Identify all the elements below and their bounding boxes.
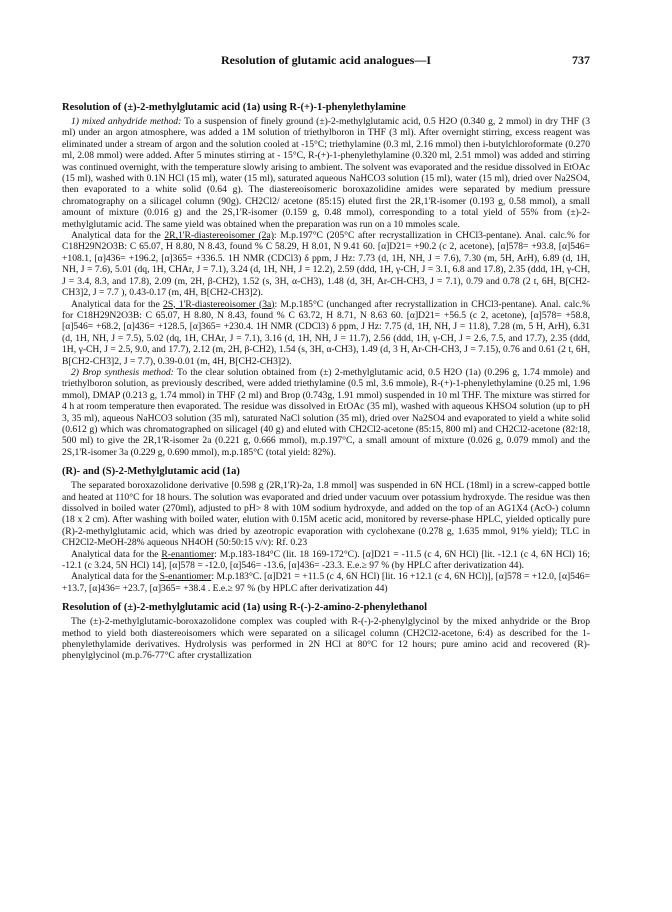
paragraph-text: Analytical data for the (71, 571, 160, 583)
paragraph-text: To the clear solution obtained from (±) 2-methylglutamic acid, 0.5 H2O (1a) (0.296 g, 1.74 mmole) and triethylboron solution, as previously described, were added triethylamine (0.5 ml, 3.6 mmole), R-(+)-1-phenylethylamine (0.25 ml, 1.96 mmol), DMAP (0.213 g, 1.74 mmol) in THF (2 ml) and Brop (0.743g, 1.91 mmol) suspended in 10 ml THF. The mixture was stirred for 4 h at room temperature then evaporated. The residue was dissolved in EtOAc (35 ml), washed with aqueous KHSO4 solution (up to pH 3, 35 ml), aqueous NaHCO3 solution (35 ml), saturated NaCl solution (35 ml), dried over Na2SO4 and evaporated to yield a white solid (0.612 g) which was chromatographed on silicagel (40 g) and eluted with CH2Cl2-acetone (85:15, 800 ml) and CH2Cl2-acetone (82:18, 500 ml) to give the 2R,1'R-isomer 2a (0.221 g, 0.666 mmol), m.p.197°C, a small amount of mixture (0.026 g, 0.079 mmol) and the 2S,1'R-isomer 3a (0.229 g, 0.690 mmol), m.p.185°C (total yield: 82%). (62, 366, 590, 458)
paragraph-text: Analytical data for the (71, 298, 164, 310)
compound-label: S-enantiomer (159, 571, 212, 583)
compound-label: R-enantiomer (161, 548, 215, 560)
paragraph-analytical-3a (62, 299, 590, 367)
paragraph-text: Analytical data for the (71, 230, 165, 242)
article-body (62, 102, 590, 662)
running-title: Resolution of glutamic acid analogues—I (220, 53, 431, 67)
method-label: 1) mixed anhydride method: (71, 116, 182, 127)
method-label: 2) Brop synthesis method: (71, 366, 174, 378)
page-header (62, 52, 590, 68)
paragraph-text: : M.p.183-184°C (lit. 18 169-172°C). [α]D21 = -11.5 (c 4, 6N HCl) [lit. -12.1 (c 4, 6N HCl) 16; -12.1 (c 3.24, 5N HCl) 14], [α]578 = -12.0, [α]546= -13.6, [α]436= -23.3. E.e.≥ 97 % (by HPLC after derivatization 44). (62, 548, 590, 572)
section-methylglutamic-enantiomers (62, 466, 590, 594)
paragraph-text: To a suspension of finely ground (±)-2-methylglutamic acid, 0.5 H2O (0.340 g, 2 mmol) in dry THF (3 ml) under an argon atmosphere, was added a 1M solution of triethylboron in THF (3 ml). After overnight stirring, excess reagent was eliminated under a stream of argon and the solution cooled at -15°C; triethylamine (0.3 ml, 2.16 mmol) then i-butylchloroformate (0.270 ml, 2.08 mmol) were added. After 5 minutes stirring at - 15°C, R-(+)-1-phenylethylamine (0.320 ml, 2.51 mmol) was added and stirring was continued overnight, with the temperature slowly arising to ambient. The solvent was evaporated and the residue dissolved in EtOAc (15 ml), washed with 0.1N HCl (15 ml), water (15 ml), saturated aqueous NaHCO3 solution (15 ml), water (15 ml), dried over Na2SO4, then evaporated to a white solid (0.64 g). The diastereoisomeric boroxazolidine amides were separated by medium pressure chromatography on a silicagel column (90g). CH2Cl2/ acetone (85:15) eluted first the 2R,1'R-isomer (0.193 g, 0.58 mmol), a small amount of mixture (0.016 g) and the 2S,1'R-isomer (0.159 g, 0.48 mmol), corresponding to a total yield of 55% from (±)-2-methylglutamic acid. The same yield was obtained when the preparation was run on a 10 mmoles scale. (62, 116, 590, 230)
paragraph-text: : M.p.183°C. [α]D21 = +11.5 (c 4, 6N HCl) [lit. 16 +12.1 (c 4, 6N HCl)], [α]578 = +12.0, [α]546= +13.7, [α]436= +23.7, [α]365= +38.4 . E.e.≥ 97 % (by HPLC after derivatization 44) (62, 571, 590, 594)
section-resolution-phenylethylamine (62, 102, 590, 458)
paragraph-coupling: The (±)-2-methylglutamic-boroxazolidone complex was coupled with R-(-)-2-phenylglycinol by the mixed anhydride or the Brop method to yield both diastereoisomers which were separated on a silicagel column (CH2Cl2-acetone, 6:4) as described for the 1-phenylethylamide derivatives. Hydrolysis was performed in 2N HCl at 80°C for 12 hours; pure amino acid and recovered (R)-phenylglycinol (m.p.76-77°C after crystallization (62, 616, 590, 662)
paragraph-analytical-2a (62, 230, 590, 298)
paragraph-text: Analytical data for the (71, 548, 162, 560)
paragraph-brop-method (62, 367, 590, 458)
section-heading: (R)- and (S)-2-Methylglutamic acid (1a) (62, 466, 240, 478)
compound-label: 2S, 1'R-diastereoisomer (3a) (163, 298, 275, 310)
paragraph-text: : M.p.185°C (unchanged after recrystallization in CHCl3-pentane). Anal. calc.% for C18H29N2O3B: C 65.07, H 8.80, N 8.43, found % C 63.72, H 8.71, N 8.63 60. [α]D21= +56.5 (c 2, acetone), [α]578= +58.8, [α]546= +68.2, [α]436= +128.5, [α]365= +230.4. 1H NMR (CDCl3) δ ppm, J Hz: 7.75 (d, 1H, NH, J = 11.8), 7.28 (m, 5 H, ArH), 6.31 (d, 1H, NH, J = 7.5), 5.02 (dq, 1H, CHAr, J = 7.1), 3.16 (d, 1H, NH, J = 11.7), 2.56 (ddd, 1H, γ-CH, J = 2.6, 7.5, and 17.7), 2.35 (ddd, 1H, γ-CH, J = 2.5, 9.0, and 17.7), 2.12 (m, 2H, β-CH2), 1.54 (s, 3H, α-CH3), 1.49 (d, 3 H, Ar-CH-CH3, J = 7.15), 0.76 and 0.61 (2 t, 6H, B[CH2-CH3]2, J = 7.7), 0.39-0.01 (m, 4H, B[CH2-CH3]2). (62, 298, 590, 367)
page-number: 737 (572, 53, 590, 67)
paragraph-analytical-s (62, 571, 590, 594)
section-heading: Resolution of (±)-2-methylglutamic acid (1a) using R-(+)-1-phenylethylamine (62, 102, 406, 113)
compound-label: 2R,1'R-diastereoisomer (2a) (164, 230, 274, 242)
paragraph-hydrolysis: The separated boroxazolidone derivative [0.598 g (2R,1'R)-2a, 1.8 mmol] was suspended in 6N HCL (18ml) in a screw-capped bottle and heated at 110°C for 18 hours. The solution was evaporated and dried under vacuum over potassium hydroxyde. The residue was then dissolved in boiled water (270ml), adjusted to pH> 8 with 10M sodium hydroxyde, and added on the top of an AG1X4 (AcO-) column (18 x 2 cm). After washing with boiled water, elution with 0.15M acetic acid, monitored by reverse-phase HPLC, yielded optically pure (R)-2-methylglutamic acid, which was dried by azeotropic evaporation with cyclohexane (0.278 g, 1.635 mmol, 91% yield); TLC in CH2Cl2-MeOH-28% aqueous NH4OH (50:50:15 v/v): Rf. 0.23 (62, 480, 590, 549)
paragraph-analytical-r (62, 549, 590, 572)
paragraph-mixed-anhydride (62, 116, 590, 230)
section-resolution-phenylethanol (62, 602, 590, 662)
section-heading: Resolution of (±)-2-methylglutamic acid (1a) using R-(-)-2-amino-2-phenylethanol (62, 602, 428, 614)
paragraph-text: : M.p.197°C (205°C after recrystallization in CHCl3-pentane). Anal. calc.% for C18H29N2O3B: C 65.07, H 8.80, N 8.43, found % C 58.29, H 8.01, N 9.41 60. [α]D21= +90.2 (c 2, acetone), [α]578= +93.8, [α]546= +108.1, [α]436= +196.2, [α]365= +336.5. 1H NMR (CDCl3) δ ppm, J Hz: 7.73 (d, 1H, NH, J = 7.6), 7.30 (m, 5H, ArH), 6.89 (d, 1H, NH, J = 7.6), 5.01 (dq, 1H, CHAr, J = 7.1), 3.24 (d, 1H, NH, J = 12.2), 2.59 (ddd, 1H, γ-CH, J = 3.1, 6.8 and 17.8), 2.35 (ddd, 1H, γ-CH, J = 3.4, 8.3, and 17.8), 2.09 (m, 2H, β-CH2), 1.52 (s, 3H, α-CH3), 1.48 (d, 3H, Ar-CH-CH3, J = 7.1), 0.79 and 0.78 (2 t, 6H, B[CH2-CH3]2, J = 7.7 ), 0.43-0.17 (m, 4H, B[CH2-CH3]2). (62, 230, 590, 299)
